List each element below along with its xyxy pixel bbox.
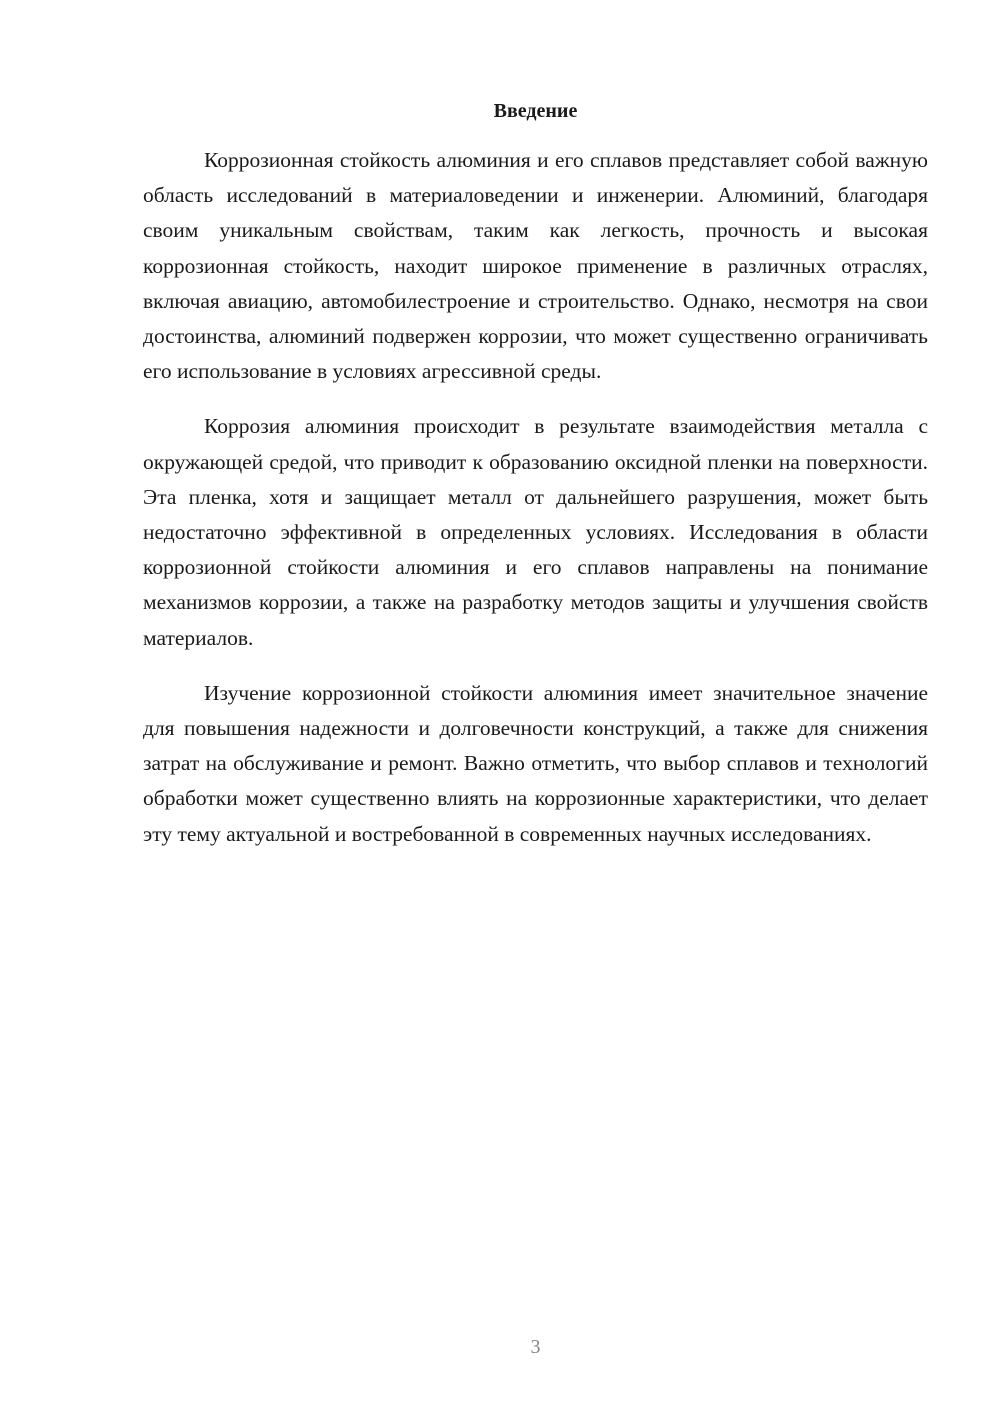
paragraph-2: Коррозия алюминия происходит в результате взаимодействия металла с окружающей средой, что приводит к образованию оксидной пленки на поверхности. Эта пленка, хотя и защищает металл от дальнейшего разрушения, может быть недостаточно эффективной в определенных условиях. Исследования в области коррозионной стойкости алюминия и его сплавов направлены на понимание механизмов коррозии, а также на разработку методов защиты и улучшения свойств материалов. [143,414,928,650]
paragraph-1: Коррозионная стойкость алюминия и его сплавов представляет собой важную область исследований в материаловедении и инженерии. Алюминий, благодаря своим уникальным свойствам, таким как легкость, прочность и высокая коррозионная стойкость, находит широкое применение в различных отраслях, включая авиацию, автомобилестроение и строительство. Однако, несмотря на свои достоинства, алюминий подвержен коррозии, что может существенно ограничивать его использование в условиях агрессивной среды. [143,148,928,384]
section-heading: Введение [493,100,578,122]
page-number: 3 [530,1336,541,1358]
paragraph-3: Изучение коррозионной стойкости алюминия имеет значительное значение для повышения надежности и долговечности конструкций, а также для снижения затрат на обслуживание и ремонт. Важно отметить, что выбор сплавов и технологий обработки может существенно влиять на коррозионные характеристики, что делает эту тему актуальной и востребованной в современных научных исследованиях. [143,680,928,846]
body-text [143,143,928,872]
